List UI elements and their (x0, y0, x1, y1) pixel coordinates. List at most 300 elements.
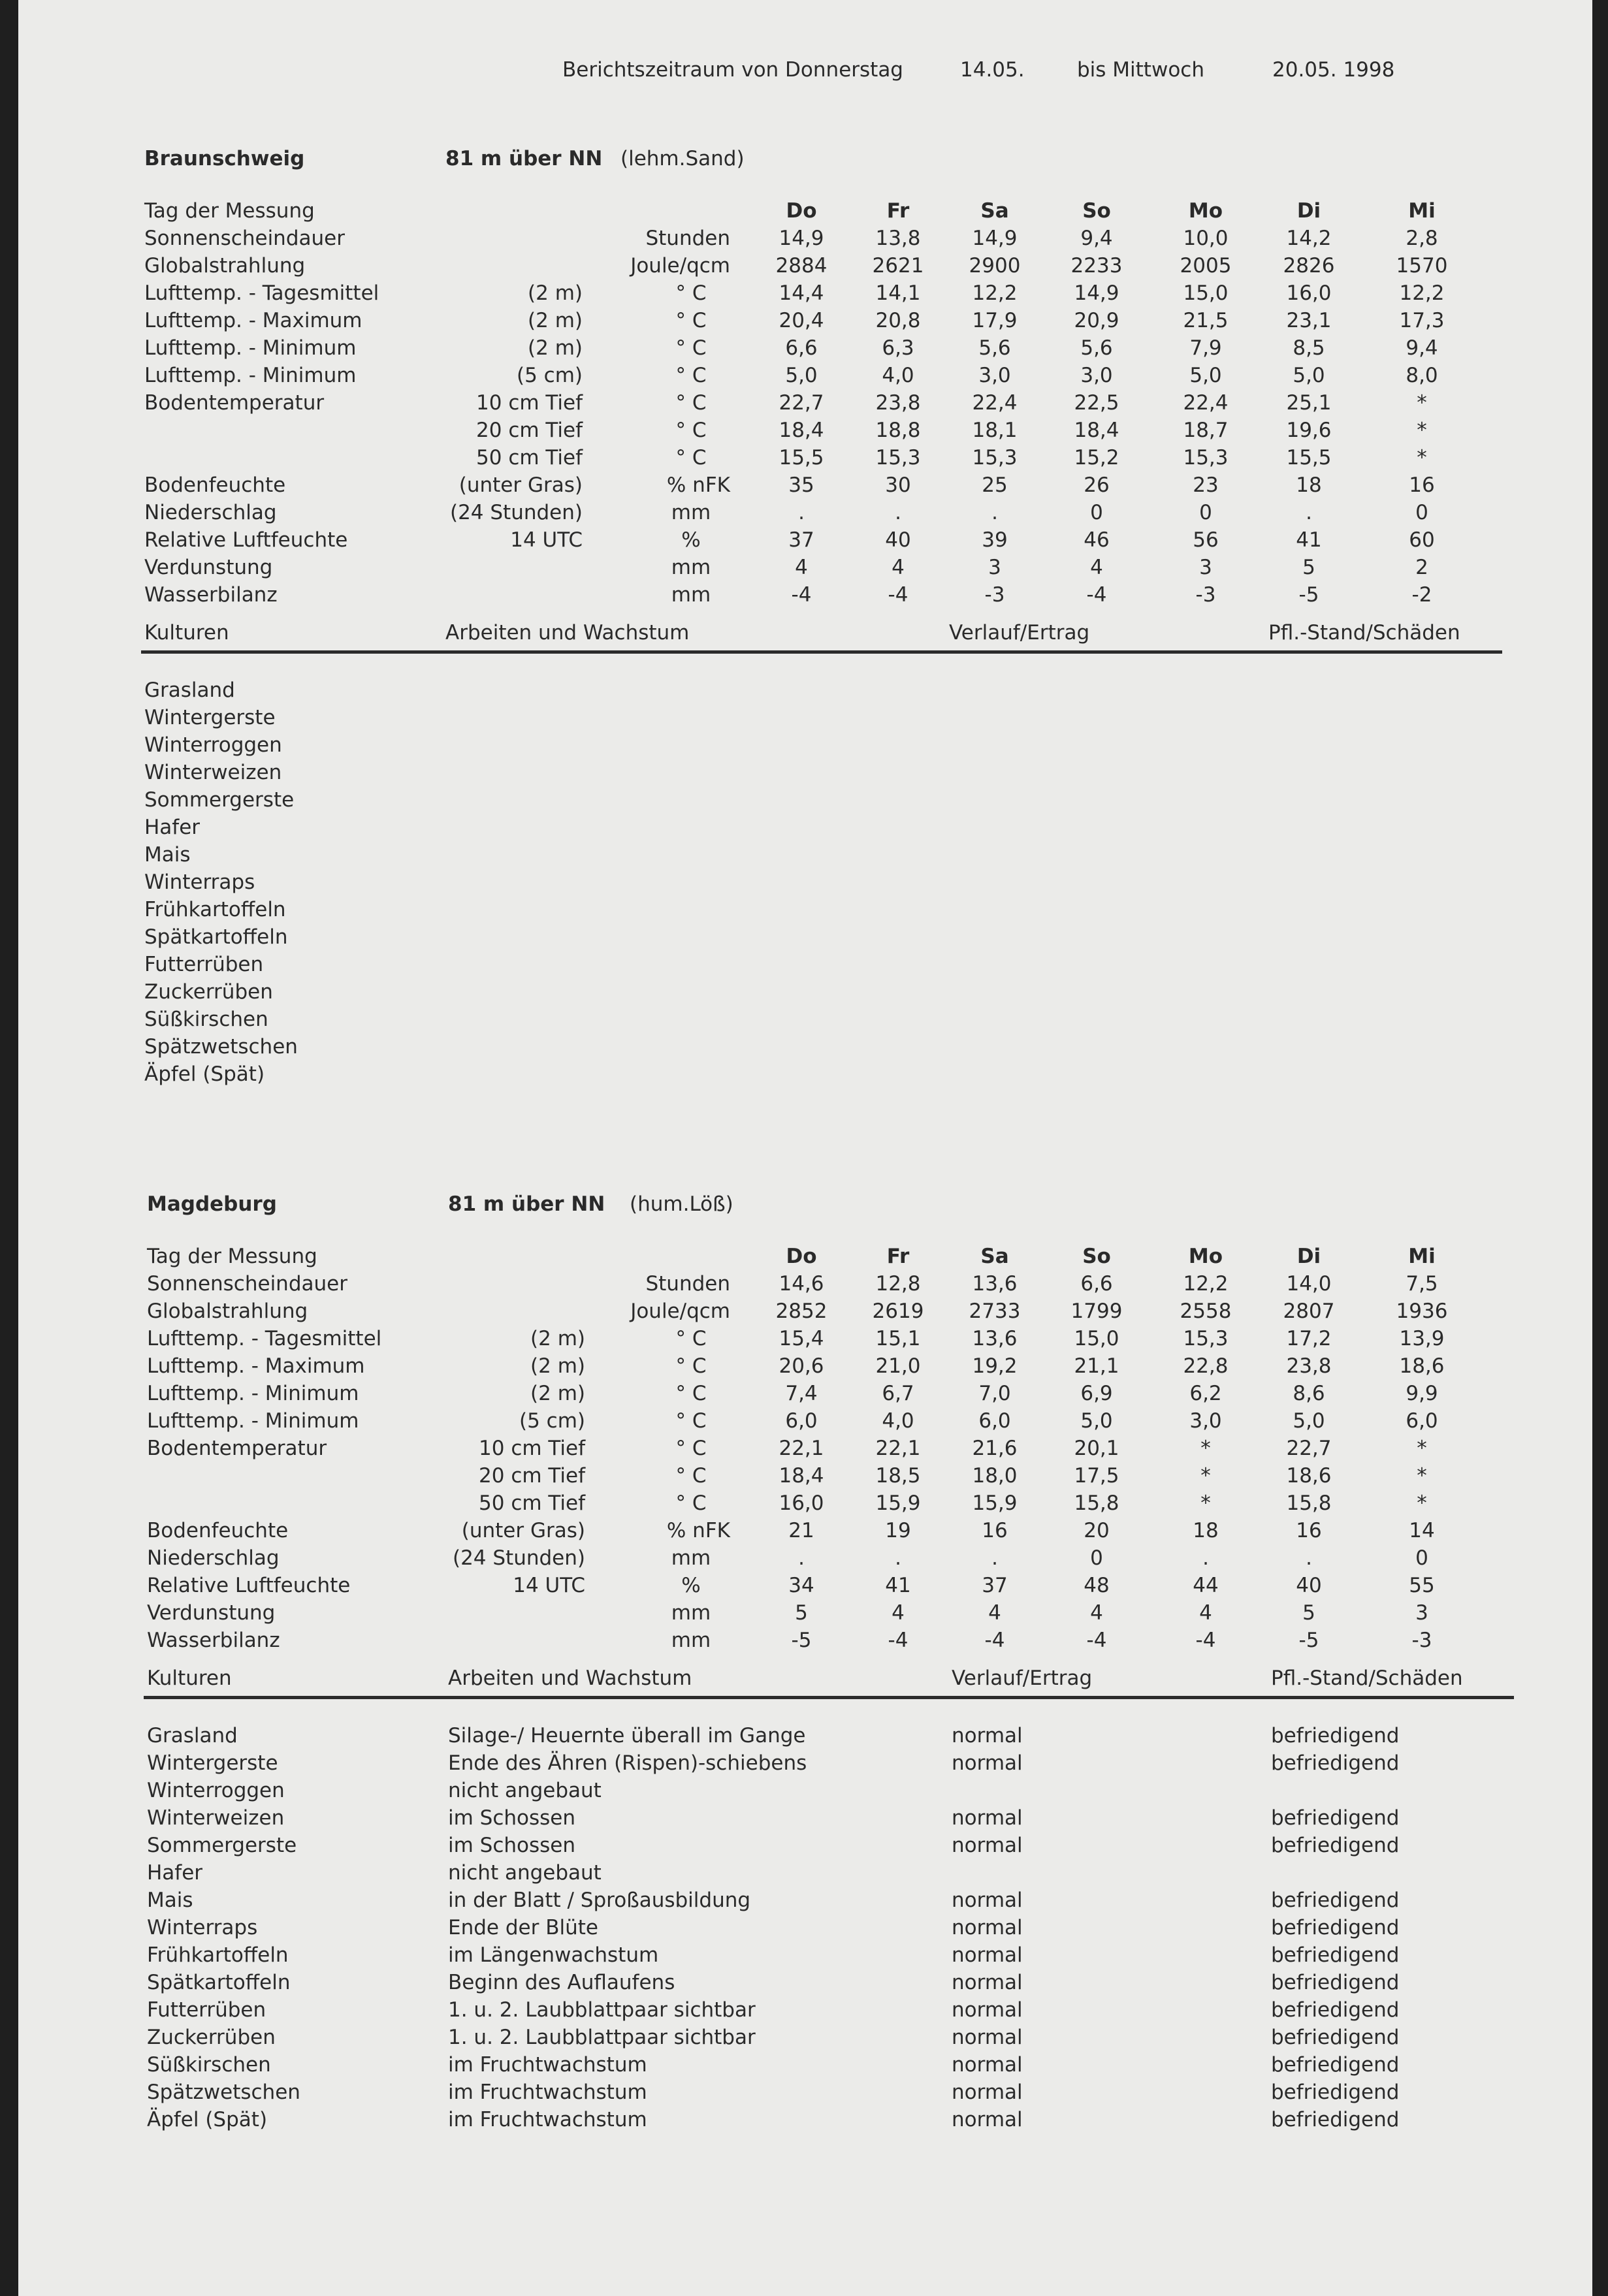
braunschweig-crop-name: Frühkartoffeln (144, 898, 286, 921)
braunschweig-day-header: So (1082, 199, 1111, 223)
magdeburg-table-cell: . (798, 1546, 805, 1570)
magdeburg-table-cell: 15,9 (972, 1491, 1018, 1515)
braunschweig-table-cell: 14,2 (1286, 227, 1332, 250)
magdeburg-crop-state: befriedigend (1271, 1916, 1400, 1939)
braunschweig-table-cell: 18,4 (779, 419, 824, 442)
braunschweig-row-unit: ° C (675, 309, 707, 332)
magdeburg-table-cell: 4 (892, 1601, 905, 1625)
braunschweig-table-cell: 3 (1199, 556, 1212, 579)
magdeburg-crop-state: befriedigend (1271, 1943, 1400, 1967)
magdeburg-crop-work: Silage-/ Heuernte überall im Gange (448, 1724, 806, 1747)
magdeburg-soil-type: (hum.Löß) (630, 1192, 733, 1216)
braunschweig-table-cell: 5 (1302, 556, 1315, 579)
braunschweig-row-qualifier: (2 m) (528, 281, 583, 305)
magdeburg-table-cell: 40 (1296, 1574, 1322, 1597)
braunschweig-table-cell: 2 (1415, 556, 1428, 579)
braunschweig-row-qualifier: (2 m) (528, 309, 583, 332)
magdeburg-table-cell: 5 (1302, 1601, 1315, 1625)
braunschweig-table-cell: 46 (1084, 528, 1110, 552)
magdeburg-row-unit: ° C (675, 1491, 707, 1515)
magdeburg-table-cell: 15,4 (779, 1327, 824, 1350)
magdeburg-crop-state: befriedigend (1271, 1998, 1400, 2022)
magdeburg-crop-work: im Fruchtwachstum (448, 2053, 647, 2077)
magdeburg-table-cell: -5 (1298, 1629, 1319, 1652)
braunschweig-table-cell: * (1417, 391, 1427, 415)
braunschweig-table-cell: 9,4 (1406, 336, 1438, 360)
braunschweig-table-cell: 12,2 (972, 281, 1018, 305)
braunschweig-crop-name: Winterroggen (144, 733, 282, 757)
magdeburg-day-header: Mi (1408, 1245, 1436, 1268)
magdeburg-table-cell: 2733 (969, 1299, 1021, 1323)
magdeburg-table-cell: 20 (1084, 1519, 1110, 1542)
braunschweig-table-cell: 14,1 (875, 281, 921, 305)
magdeburg-crop-work: Beginn des Auflaufens (448, 1971, 675, 1994)
magdeburg-row-label: Lufttemp. - Minimum (147, 1409, 359, 1433)
magdeburg-crop-course: normal (952, 1834, 1023, 1857)
magdeburg-table-cell: 18,0 (972, 1464, 1018, 1488)
braunschweig-table-cell: . (1306, 501, 1312, 524)
braunschweig-table-cell: 25 (982, 473, 1008, 497)
magdeburg-table-cell: 8,6 (1293, 1382, 1325, 1405)
magdeburg-table-cell: * (1200, 1437, 1211, 1460)
magdeburg-table-cell: 14 (1409, 1519, 1435, 1542)
magdeburg-crop-course: normal (952, 1943, 1023, 1967)
magdeburg-crop-course: normal (952, 2108, 1023, 2131)
braunschweig-table-cell: 3,0 (978, 364, 1011, 387)
magdeburg-table-cell: 19,2 (972, 1354, 1018, 1378)
magdeburg-table-cell: * (1417, 1464, 1427, 1488)
magdeburg-crop-state: befriedigend (1271, 1889, 1400, 1912)
magdeburg-crops-col-arbeiten: Arbeiten und Wachstum (448, 1666, 692, 1690)
magdeburg-crop-state: befriedigend (1271, 1724, 1400, 1747)
magdeburg-table-cell: -5 (791, 1629, 812, 1652)
braunschweig-row-label: Niederschlag (144, 501, 277, 524)
magdeburg-crop-course: normal (952, 1806, 1023, 1830)
magdeburg-table-cell: 15,1 (875, 1327, 921, 1350)
braunschweig-table-cell: 6,6 (785, 336, 818, 360)
braunschweig-row-label: Sonnenscheindauer (144, 227, 345, 250)
braunschweig-row-qualifier: 14 UTC (510, 528, 583, 552)
braunschweig-row-unit: ° C (675, 446, 707, 470)
magdeburg-crop-state: befriedigend (1271, 1834, 1400, 1857)
magdeburg-table-cell: 15,9 (875, 1491, 921, 1515)
magdeburg-table-cell: 21 (788, 1519, 814, 1542)
braunschweig-day-header: Sa (980, 199, 1009, 223)
magdeburg-table-cell: -3 (1411, 1629, 1432, 1652)
magdeburg-table-cell: 2619 (872, 1299, 924, 1323)
magdeburg-row-label: Verdunstung (147, 1601, 276, 1625)
braunschweig-table-cell: 0 (1199, 501, 1212, 524)
magdeburg-row-label: Niederschlag (147, 1546, 280, 1570)
braunschweig-table-cell: 2621 (872, 254, 924, 278)
magdeburg-row-unit: Joule/qcm (630, 1299, 730, 1323)
braunschweig-day-header: Fr (886, 199, 910, 223)
magdeburg-table-cell: 4,0 (882, 1409, 914, 1433)
magdeburg-row-qualifier: (2 m) (530, 1354, 585, 1378)
magdeburg-table-cell: 17,2 (1286, 1327, 1332, 1350)
magdeburg-table-cell: 4 (1090, 1601, 1103, 1625)
magdeburg-crop-name: Winterroggen (147, 1779, 285, 1802)
braunschweig-row-qualifier: 20 cm Tief (476, 419, 583, 442)
period-middle: bis Mittwoch (1077, 58, 1204, 82)
magdeburg-row-qualifier: 14 UTC (513, 1574, 585, 1597)
braunschweig-crop-name: Mais (144, 843, 191, 867)
magdeburg-crop-work: Ende des Ähren (Rispen)-schiebens (448, 1751, 807, 1775)
magdeburg-table-cell: 7,4 (785, 1382, 818, 1405)
braunschweig-row-label: Lufttemp. - Tagesmittel (144, 281, 379, 305)
magdeburg-table-cell: 2807 (1283, 1299, 1335, 1323)
braunschweig-table-cell: 18 (1296, 473, 1322, 497)
magdeburg-row-unit: % nFK (666, 1519, 730, 1542)
magdeburg-table-cell: 12,8 (875, 1272, 921, 1296)
magdeburg-row-qualifier: 10 cm Tief (479, 1437, 585, 1460)
braunschweig-row-unit: ° C (675, 391, 707, 415)
braunschweig-row-label: Lufttemp. - Minimum (144, 336, 357, 360)
magdeburg-table-cell: -4 (888, 1629, 909, 1652)
magdeburg-row-unit: % (681, 1574, 701, 1597)
braunschweig-table-cell: 20,8 (875, 309, 921, 332)
braunschweig-row-unit: mm (671, 556, 711, 579)
period-end-date: 20.05. 1998 (1272, 58, 1395, 82)
magdeburg-crop-course: normal (952, 1998, 1023, 2022)
magdeburg-crop-name: Mais (147, 1889, 193, 1912)
magdeburg-table-cell: 13,6 (972, 1327, 1018, 1350)
magdeburg-crop-name: Süßkirschen (147, 2053, 271, 2077)
braunschweig-table-cell: -3 (984, 583, 1005, 607)
magdeburg-table-cell: 6,2 (1189, 1382, 1222, 1405)
braunschweig-table-cell: 9,4 (1080, 227, 1113, 250)
magdeburg-table-cell: 21,6 (972, 1437, 1018, 1460)
magdeburg-table-cell: 1936 (1396, 1299, 1448, 1323)
braunschweig-crop-name: Winterweizen (144, 761, 282, 784)
braunschweig-table-cell: 1570 (1396, 254, 1448, 278)
magdeburg-row-unit: mm (671, 1601, 711, 1625)
magdeburg-table-cell: 6,0 (785, 1409, 818, 1433)
magdeburg-table-cell: 5,0 (1080, 1409, 1113, 1433)
magdeburg-row-qualifier: (24 Stunden) (452, 1546, 585, 1570)
braunschweig-table-cell: 39 (982, 528, 1008, 552)
magdeburg-table-cell: 18,6 (1286, 1464, 1332, 1488)
braunschweig-row-qualifier: (24 Stunden) (449, 501, 583, 524)
magdeburg-row-qualifier: (2 m) (530, 1327, 585, 1350)
magdeburg-row-label: Lufttemp. - Minimum (147, 1382, 359, 1405)
magdeburg-row-unit: mm (671, 1546, 711, 1570)
magdeburg-days-label: Tag der Messung (147, 1245, 317, 1268)
braunschweig-table-cell: 15,3 (1183, 446, 1229, 470)
braunschweig-table-cell: 19,6 (1286, 419, 1332, 442)
braunschweig-table-cell: 2826 (1283, 254, 1335, 278)
magdeburg-row-label: Globalstrahlung (147, 1299, 308, 1323)
braunschweig-table-cell: 40 (885, 528, 911, 552)
braunschweig-table-cell: 10,0 (1183, 227, 1229, 250)
magdeburg-station-name: Magdeburg (147, 1192, 277, 1216)
magdeburg-crop-work: nicht angebaut (448, 1861, 602, 1885)
braunschweig-station-name: Braunschweig (144, 147, 305, 170)
magdeburg-table-cell: 5,0 (1293, 1409, 1325, 1433)
braunschweig-crop-name: Winterraps (144, 870, 255, 894)
braunschweig-row-label: Bodentemperatur (144, 391, 325, 415)
magdeburg-table-cell: 22,1 (875, 1437, 921, 1460)
magdeburg-table-cell: 20,1 (1074, 1437, 1119, 1460)
magdeburg-table-cell: 7,5 (1406, 1272, 1438, 1296)
braunschweig-row-label: Wasserbilanz (144, 583, 278, 607)
braunschweig-table-cell: 18,1 (972, 419, 1018, 442)
magdeburg-table-cell: -4 (1195, 1629, 1216, 1652)
magdeburg-table-cell: 37 (982, 1574, 1008, 1597)
magdeburg-row-unit: Stunden (645, 1272, 730, 1296)
braunschweig-crop-name: Hafer (144, 816, 201, 839)
magdeburg-crop-course: normal (952, 1971, 1023, 1994)
braunschweig-crop-name: Spätzwetschen (144, 1035, 298, 1059)
magdeburg-crop-name: Sommergerste (147, 1834, 297, 1857)
magdeburg-crop-course: normal (952, 2026, 1023, 2049)
braunschweig-table-cell: 41 (1296, 528, 1322, 552)
magdeburg-row-label: Bodenfeuchte (147, 1519, 289, 1542)
magdeburg-table-cell: 16 (982, 1519, 1008, 1542)
magdeburg-row-label: Relative Luftfeuchte (147, 1574, 351, 1597)
braunschweig-days-label: Tag der Messung (144, 199, 315, 223)
magdeburg-table-cell: * (1200, 1464, 1211, 1488)
braunschweig-table-cell: 22,7 (779, 391, 824, 415)
magdeburg-crop-work: im Fruchtwachstum (448, 2108, 647, 2131)
magdeburg-crop-name: Äpfel (Spät) (147, 2108, 268, 2131)
braunschweig-table-cell: 22,4 (1183, 391, 1229, 415)
magdeburg-row-qualifier: (unter Gras) (461, 1519, 585, 1542)
magdeburg-crop-work: nicht angebaut (448, 1779, 602, 1802)
magdeburg-row-unit: ° C (675, 1464, 707, 1488)
braunschweig-table-cell: 56 (1193, 528, 1219, 552)
braunschweig-table-cell: 8,0 (1406, 364, 1438, 387)
braunschweig-table-cell: -4 (1086, 583, 1107, 607)
braunschweig-row-label: Lufttemp. - Minimum (144, 364, 357, 387)
magdeburg-table-cell: 2558 (1180, 1299, 1232, 1323)
braunschweig-row-unit: ° C (675, 364, 707, 387)
braunschweig-row-label: Globalstrahlung (144, 254, 306, 278)
magdeburg-table-cell: 18,6 (1399, 1354, 1445, 1378)
magdeburg-crop-work: 1. u. 2. Laubblattpaar sichtbar (448, 1998, 756, 2022)
magdeburg-row-label: Lufttemp. - Maximum (147, 1354, 365, 1378)
magdeburg-row-label: Bodentemperatur (147, 1437, 327, 1460)
magdeburg-crop-course: normal (952, 2053, 1023, 2077)
magdeburg-crop-name: Frühkartoffeln (147, 1943, 289, 1967)
magdeburg-table-cell: 22,1 (779, 1437, 824, 1460)
report-page (18, 0, 1592, 2296)
braunschweig-day-header: Do (786, 199, 817, 223)
braunschweig-row-unit: Joule/qcm (630, 254, 730, 278)
magdeburg-table-cell: 6,6 (1080, 1272, 1113, 1296)
braunschweig-table-cell: 22,4 (972, 391, 1018, 415)
magdeburg-day-header: Fr (886, 1245, 910, 1268)
magdeburg-table-cell: 15,8 (1286, 1491, 1332, 1515)
braunschweig-table-cell: -5 (1298, 583, 1319, 607)
braunschweig-table-cell: -3 (1195, 583, 1216, 607)
magdeburg-crop-name: Winterraps (147, 1916, 258, 1939)
braunschweig-row-label: Bodenfeuchte (144, 473, 286, 497)
braunschweig-crop-name: Futterrüben (144, 953, 264, 976)
magdeburg-table-cell: -4 (984, 1629, 1005, 1652)
braunschweig-table-cell: 16,0 (1286, 281, 1332, 305)
braunschweig-table-cell: 2233 (1070, 254, 1123, 278)
braunschweig-row-label: Lufttemp. - Maximum (144, 309, 362, 332)
magdeburg-row-unit: ° C (675, 1382, 707, 1405)
magdeburg-row-qualifier: 50 cm Tief (479, 1491, 585, 1515)
braunschweig-table-cell: 12,2 (1399, 281, 1445, 305)
braunschweig-table-cell: 14,9 (779, 227, 824, 250)
magdeburg-table-cell: 15,3 (1183, 1327, 1229, 1350)
braunschweig-table-cell: 14,9 (1074, 281, 1119, 305)
braunschweig-crops-col-stand: Pfl.-Stand/Schäden (1268, 621, 1460, 645)
braunschweig-row-qualifier: (unter Gras) (458, 473, 583, 497)
braunschweig-table-cell: 15,0 (1183, 281, 1229, 305)
magdeburg-crops-col-verlauf: Verlauf/Ertrag (952, 1666, 1093, 1690)
magdeburg-table-cell: 44 (1193, 1574, 1219, 1597)
magdeburg-table-cell: 0 (1415, 1546, 1428, 1570)
braunschweig-crop-name: Grasland (144, 678, 235, 702)
braunschweig-table-cell: 15,3 (875, 446, 921, 470)
magdeburg-crop-state: befriedigend (1271, 2108, 1400, 2131)
braunschweig-table-cell: 15,3 (972, 446, 1018, 470)
braunschweig-table-cell: 37 (788, 528, 814, 552)
braunschweig-table-cell: 3 (988, 556, 1001, 579)
magdeburg-crop-name: Hafer (147, 1861, 203, 1885)
magdeburg-row-qualifier: 20 cm Tief (479, 1464, 585, 1488)
magdeburg-table-cell: 22,8 (1183, 1354, 1229, 1378)
braunschweig-table-cell: 2884 (775, 254, 828, 278)
magdeburg-crop-work: im Fruchtwachstum (448, 2081, 647, 2104)
braunschweig-table-cell: 14,9 (972, 227, 1018, 250)
magdeburg-table-cell: 18,4 (779, 1464, 824, 1488)
braunschweig-table-cell: 5,0 (1293, 364, 1325, 387)
magdeburg-row-unit: ° C (675, 1327, 707, 1350)
braunschweig-table-cell: 0 (1090, 501, 1103, 524)
braunschweig-table-cell: 0 (1415, 501, 1428, 524)
braunschweig-crop-name: Zuckerrüben (144, 980, 273, 1004)
magdeburg-row-label: Sonnenscheindauer (147, 1272, 347, 1296)
magdeburg-table-cell: 17,5 (1074, 1464, 1119, 1488)
braunschweig-table-cell: -4 (791, 583, 812, 607)
braunschweig-crops-col-kulturen: Kulturen (144, 621, 229, 645)
magdeburg-table-cell: 13,6 (972, 1272, 1018, 1296)
magdeburg-table-cell: -4 (1086, 1629, 1107, 1652)
braunschweig-row-label: Verdunstung (144, 556, 273, 579)
magdeburg-table-cell: . (895, 1546, 901, 1570)
braunschweig-table-cell: 7,9 (1189, 336, 1222, 360)
braunschweig-table-cell: 4 (1090, 556, 1103, 579)
braunschweig-table-cell: 26 (1084, 473, 1110, 497)
magdeburg-table-cell: 14,6 (779, 1272, 824, 1296)
magdeburg-table-cell: 22,7 (1286, 1437, 1332, 1460)
braunschweig-row-unit: ° C (675, 419, 707, 442)
braunschweig-table-cell: 15,2 (1074, 446, 1119, 470)
magdeburg-day-header: So (1082, 1245, 1111, 1268)
magdeburg-day-header: Do (786, 1245, 817, 1268)
braunschweig-table-cell: 22,5 (1074, 391, 1119, 415)
magdeburg-table-cell: . (991, 1546, 998, 1570)
braunschweig-elevation: 81 m über NN (445, 147, 603, 170)
magdeburg-table-cell: 16,0 (779, 1491, 824, 1515)
magdeburg-crops-divider (144, 1696, 1514, 1699)
braunschweig-row-unit: mm (671, 583, 711, 607)
braunschweig-table-cell: 25,1 (1286, 391, 1332, 415)
magdeburg-table-cell: 1799 (1070, 1299, 1123, 1323)
braunschweig-row-unit: ° C (675, 336, 707, 360)
magdeburg-table-cell: 15,0 (1074, 1327, 1119, 1350)
magdeburg-table-cell: 6,0 (1406, 1409, 1438, 1433)
braunschweig-crops-divider (141, 650, 1502, 654)
braunschweig-crop-name: Wintergerste (144, 706, 276, 729)
magdeburg-table-cell: 34 (788, 1574, 814, 1597)
magdeburg-table-cell: 20,6 (779, 1354, 824, 1378)
magdeburg-table-cell: * (1200, 1491, 1211, 1515)
magdeburg-crop-state: befriedigend (1271, 2026, 1400, 2049)
magdeburg-table-cell: . (1306, 1546, 1312, 1570)
braunschweig-table-cell: 2,8 (1406, 227, 1438, 250)
magdeburg-table-cell: 6,7 (882, 1382, 914, 1405)
braunschweig-row-label: Relative Luftfeuchte (144, 528, 348, 552)
braunschweig-table-cell: 17,9 (972, 309, 1018, 332)
magdeburg-crop-name: Grasland (147, 1724, 238, 1747)
magdeburg-table-cell: 14,0 (1286, 1272, 1332, 1296)
braunschweig-table-cell: 18,4 (1074, 419, 1119, 442)
magdeburg-row-qualifier: (2 m) (530, 1382, 585, 1405)
braunschweig-day-header: Mi (1408, 199, 1436, 223)
braunschweig-table-cell: 15,5 (1286, 446, 1332, 470)
braunschweig-table-cell: 23 (1193, 473, 1219, 497)
magdeburg-table-cell: 9,9 (1406, 1382, 1438, 1405)
magdeburg-table-cell: 2852 (775, 1299, 828, 1323)
magdeburg-crop-name: Spätkartoffeln (147, 1971, 291, 1994)
magdeburg-table-cell: 18,5 (875, 1464, 921, 1488)
magdeburg-row-unit: ° C (675, 1354, 707, 1378)
braunschweig-row-unit: % nFK (666, 473, 730, 497)
braunschweig-table-cell: 5,6 (1080, 336, 1113, 360)
magdeburg-crop-course: normal (952, 1751, 1023, 1775)
magdeburg-crop-state: befriedigend (1271, 1806, 1400, 1830)
braunschweig-table-cell: 13,8 (875, 227, 921, 250)
braunschweig-row-qualifier: (5 cm) (516, 364, 583, 387)
braunschweig-table-cell: 20,4 (779, 309, 824, 332)
magdeburg-crop-state: befriedigend (1271, 1971, 1400, 1994)
magdeburg-crop-course: normal (952, 2081, 1023, 2104)
magdeburg-table-cell: . (1202, 1546, 1209, 1570)
magdeburg-table-cell: 6,9 (1080, 1382, 1113, 1405)
magdeburg-table-cell: 4 (1199, 1601, 1212, 1625)
magdeburg-table-cell: 7,0 (978, 1382, 1011, 1405)
braunschweig-table-cell: 14,4 (779, 281, 824, 305)
braunschweig-crop-name: Sommergerste (144, 788, 295, 812)
braunschweig-table-cell: * (1417, 446, 1427, 470)
magdeburg-table-cell: 41 (885, 1574, 911, 1597)
magdeburg-table-cell: 6,0 (978, 1409, 1011, 1433)
braunschweig-table-cell: 4 (892, 556, 905, 579)
braunschweig-table-cell: 23,1 (1286, 309, 1332, 332)
braunschweig-table-cell: 18,7 (1183, 419, 1229, 442)
magdeburg-row-qualifier: (5 cm) (519, 1409, 585, 1433)
braunschweig-table-cell: . (991, 501, 998, 524)
braunschweig-table-cell: 21,5 (1183, 309, 1229, 332)
braunschweig-table-cell: -4 (888, 583, 909, 607)
magdeburg-day-header: Mo (1188, 1245, 1223, 1268)
braunschweig-table-cell: 2900 (969, 254, 1021, 278)
braunschweig-table-cell: 17,3 (1399, 309, 1445, 332)
magdeburg-crop-state: befriedigend (1271, 2081, 1400, 2104)
magdeburg-table-cell: 18 (1193, 1519, 1219, 1542)
braunschweig-table-cell: 15,5 (779, 446, 824, 470)
magdeburg-day-header: Sa (980, 1245, 1009, 1268)
period-prefix: Berichtszeitraum von Donnerstag (562, 58, 903, 82)
braunschweig-crops-col-verlauf: Verlauf/Ertrag (949, 621, 1090, 645)
braunschweig-table-cell: 35 (788, 473, 814, 497)
